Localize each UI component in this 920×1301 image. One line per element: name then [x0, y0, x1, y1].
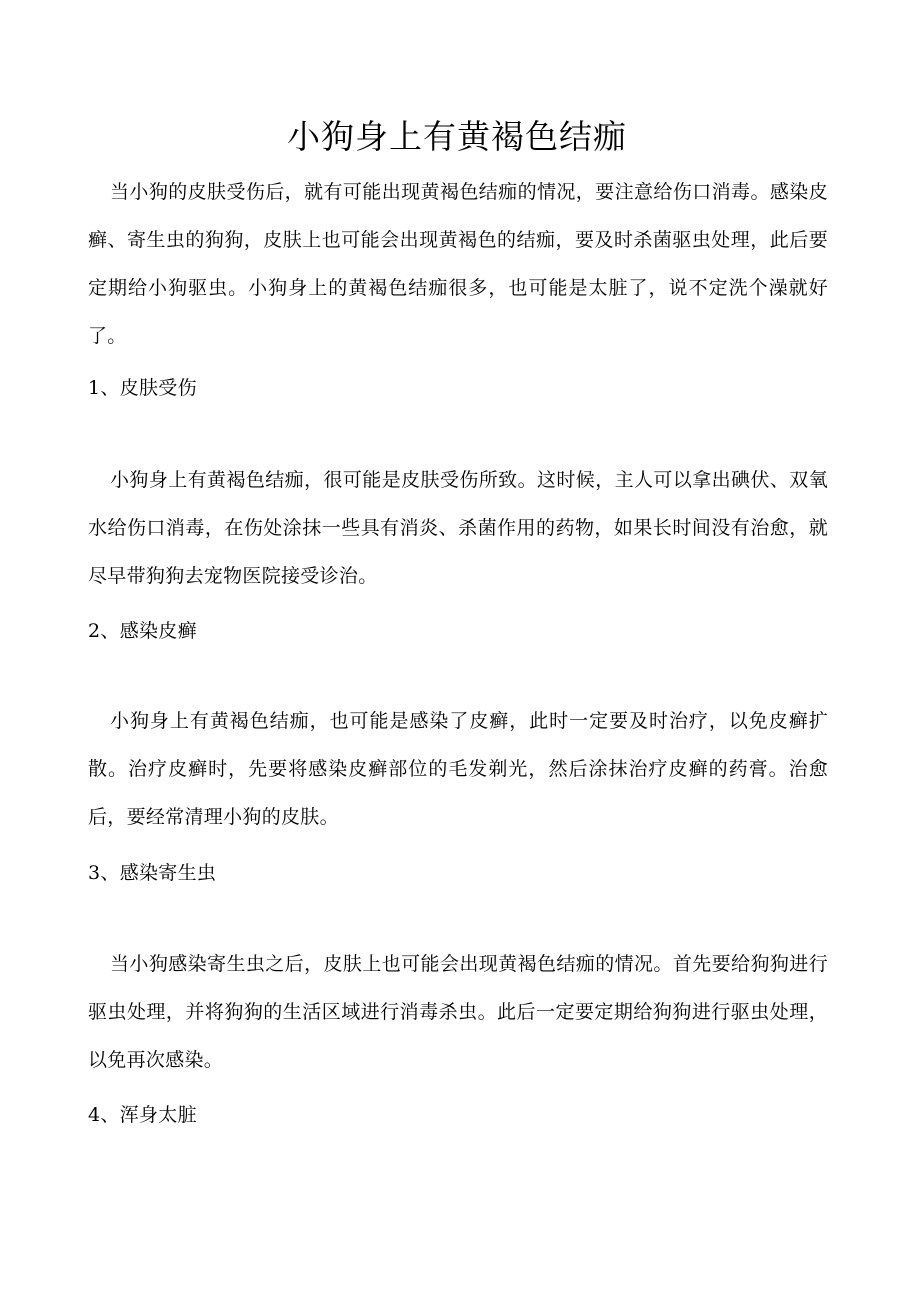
- section-body-ringworm: 小狗身上有黄褐色结痂，也可能是感染了皮癣，此时一定要及时治疗，以免皮癣扩散。治疗皮癣时，先要将感染皮癣部位的毛发剃光，然后涂抹治疗皮癣的药膏。治愈后，要经常清理小狗的皮肤。: [88, 710, 828, 828]
- section-body-skin-injury: 小狗身上有黄褐色结痂，很可能是皮肤受伤所致。这时候，主人可以拿出碘伏、双氧水给伤口消毒，在伤处涂抹一些具有消炎、杀菌作用的药物，如果长时间没有治愈，就尽早带狗狗去宠物医院接受诊治。: [88, 469, 828, 587]
- section-heading-skin-injury: 1、皮肤受伤: [88, 377, 197, 399]
- section-body-parasites: 当小狗感染寄生虫之后，皮肤上也可能会出现黄褐色结痂的情况。首先要给狗狗进行驱虫处理，并将狗狗的生活区域进行消毒杀虫。此后一定要定期给狗狗进行驱虫处理，以免再次感染。: [88, 953, 828, 1071]
- section-heading-ringworm: 2、感染皮癣: [88, 620, 197, 642]
- section-heading-too-dirty: 4、浑身太脏: [88, 1104, 197, 1126]
- intro-paragraph: 当小狗的皮肤受伤后，就有可能出现黄褐色结痂的情况，要注意给伤口消毒。感染皮癣、寄生虫的狗狗，皮肤上也可能会出现黄褐色的结痂，要及时杀菌驱虫处理，此后要定期给小狗驱虫。小狗身上的黄褐色结痂很多，也可能是太脏了，说不定洗个澡就好了。: [88, 181, 828, 347]
- section-heading-parasites: 3、感染寄生虫: [88, 862, 217, 884]
- document-title: 小狗身上有黄褐色结痂: [287, 117, 627, 156]
